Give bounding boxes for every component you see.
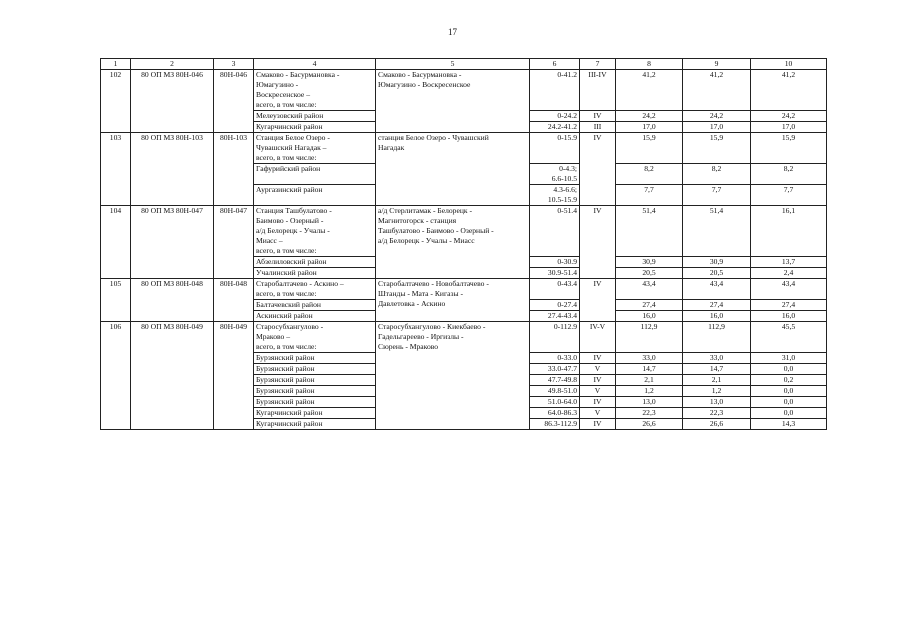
- registration-number: 80 ОП МЗ 80Н-049: [131, 322, 214, 430]
- table-row: [101, 322, 827, 353]
- road-route: Старосубхангулово - Киекбаево - Гадельгареево - Иргизлы - Сюрень - Мраково: [376, 322, 530, 430]
- column-header-1: 1: [101, 59, 131, 70]
- length-total: 27,4: [616, 300, 683, 311]
- length-column-9: 13,0: [683, 397, 751, 408]
- district-name: Аскинский район: [254, 311, 376, 322]
- length-column-10: 43,4: [751, 279, 827, 300]
- length-column-10: 7,7: [751, 185, 827, 206]
- table-row: [101, 206, 827, 257]
- length-total: 41,2: [616, 70, 683, 111]
- column-header-10: 10: [751, 59, 827, 70]
- length-column-9: 33,0: [683, 353, 751, 364]
- length-column-9: 20,5: [683, 268, 751, 279]
- road-name: Старосубхангулово - Мраково – всего, в том числе:: [254, 322, 376, 353]
- km-range: 51.0-64.0: [530, 397, 580, 408]
- district-name: Бурзянский район: [254, 397, 376, 408]
- registration-number: 80 ОП МЗ 80Н-046: [131, 70, 214, 133]
- row-number: 103: [101, 133, 131, 206]
- km-range: 0-51.4: [530, 206, 580, 257]
- column-header-3: 3: [214, 59, 254, 70]
- length-total: 43,4: [616, 279, 683, 300]
- km-range: 0-27.4: [530, 300, 580, 311]
- length-column-9: 26,6: [683, 419, 751, 430]
- length-total: 13,0: [616, 397, 683, 408]
- length-column-9: 14,7: [683, 364, 751, 375]
- length-column-10: 14,3: [751, 419, 827, 430]
- district-name: Кугарчинский район: [254, 122, 376, 133]
- column-header-7: 7: [580, 59, 616, 70]
- district-name: Балтачевский район: [254, 300, 376, 311]
- road-category: IV: [580, 279, 616, 322]
- km-range: 24.2-41.2: [530, 122, 580, 133]
- district-name: Учалинский район: [254, 268, 376, 279]
- road-code: 80Н-047: [214, 206, 254, 279]
- length-column-10: 24,2: [751, 111, 827, 122]
- district-name: Мелеузовский район: [254, 111, 376, 122]
- column-header-5: 5: [376, 59, 530, 70]
- length-column-10: 16,1: [751, 206, 827, 257]
- table-row: [101, 133, 827, 164]
- length-column-10: 0,0: [751, 386, 827, 397]
- length-column-10: 0,0: [751, 397, 827, 408]
- km-range: 86.3-112.9: [530, 419, 580, 430]
- row-number: 105: [101, 279, 131, 322]
- road-route: станция Белое Озеро - Чувашский Нагадак: [376, 133, 530, 206]
- km-range: 49.8-51.0: [530, 386, 580, 397]
- length-column-9: 16,0: [683, 311, 751, 322]
- road-category: III: [580, 122, 616, 133]
- district-name: Гафурийский район: [254, 164, 376, 185]
- district-name: Кугарчинский район: [254, 419, 376, 430]
- length-column-9: 41,2: [683, 70, 751, 111]
- length-column-9: 7,7: [683, 185, 751, 206]
- road-category: IV: [580, 133, 616, 206]
- road-route: а/д Стерлитамак - Белорецк - Магнитогорск - станция Ташбулатово - Баимово - Озерный - а/д Белорецк - Учалы - Миасс: [376, 206, 530, 279]
- page-number: 17: [448, 27, 457, 37]
- road-category: IV: [580, 375, 616, 386]
- row-number: 104: [101, 206, 131, 279]
- km-range: 64.0-86.3: [530, 408, 580, 419]
- header-row: [101, 59, 827, 70]
- length-column-10: 0,0: [751, 364, 827, 375]
- road-category: IV: [580, 397, 616, 408]
- district-name: Бурзянский район: [254, 375, 376, 386]
- length-column-10: 17,0: [751, 122, 827, 133]
- table-body: [101, 70, 827, 430]
- length-column-9: 30,9: [683, 257, 751, 268]
- km-range: 0-4.3; 6.6-10.5: [530, 164, 580, 185]
- column-header-9: 9: [683, 59, 751, 70]
- length-column-10: 27,4: [751, 300, 827, 311]
- column-header-2: 2: [131, 59, 214, 70]
- road-category: V: [580, 364, 616, 375]
- road-category: V: [580, 408, 616, 419]
- road-category: IV: [580, 353, 616, 364]
- registration-number: 80 ОП МЗ 80Н-047: [131, 206, 214, 279]
- length-column-10: 0,2: [751, 375, 827, 386]
- length-column-10: 13,7: [751, 257, 827, 268]
- length-column-10: 2,4: [751, 268, 827, 279]
- length-total: 112,9: [616, 322, 683, 353]
- column-header-4: 4: [254, 59, 376, 70]
- km-range: 30.9-51.4: [530, 268, 580, 279]
- length-column-9: 1,2: [683, 386, 751, 397]
- road-category: IV-V: [580, 322, 616, 353]
- km-range: 33.0-47.7: [530, 364, 580, 375]
- length-total: 22,3: [616, 408, 683, 419]
- length-column-9: 24,2: [683, 111, 751, 122]
- length-total: 15,9: [616, 133, 683, 164]
- km-range: 0-43.4: [530, 279, 580, 300]
- road-name: Станция Белое Озеро - Чувашский Нагадак – всего, в том числе:: [254, 133, 376, 164]
- row-number: 102: [101, 70, 131, 133]
- road-code: 80Н-049: [214, 322, 254, 430]
- length-total: 16,0: [616, 311, 683, 322]
- length-total: 2,1: [616, 375, 683, 386]
- km-range: 47.7-49.8: [530, 375, 580, 386]
- length-column-9: 43,4: [683, 279, 751, 300]
- road-route: Старобалтачево - Новобалтачево - Штанды - Мата - Кигазы - Давлетовка - Аскино: [376, 279, 530, 322]
- length-total: 1,2: [616, 386, 683, 397]
- km-range: 27.4-43.4: [530, 311, 580, 322]
- column-header-8: 8: [616, 59, 683, 70]
- length-total: 24,2: [616, 111, 683, 122]
- km-range: 0-15.9: [530, 133, 580, 164]
- length-total: 51,4: [616, 206, 683, 257]
- table-row: [101, 279, 827, 300]
- km-range: 4.3-6.6; 10.5-15.9: [530, 185, 580, 206]
- district-name: Бурзянский район: [254, 353, 376, 364]
- length-column-10: 0,0: [751, 408, 827, 419]
- registration-number: 80 ОП МЗ 80Н-048: [131, 279, 214, 322]
- road-code: 80Н-046: [214, 70, 254, 133]
- district-name: Абзелиловский район: [254, 257, 376, 268]
- km-range: 0-24.2: [530, 111, 580, 122]
- length-column-10: 31,0: [751, 353, 827, 364]
- length-total: 14,7: [616, 364, 683, 375]
- length-total: 20,5: [616, 268, 683, 279]
- road-name: Смаково - Басурмановка - Юмагузино - Воскресенское – всего, в том числе:: [254, 70, 376, 111]
- length-column-9: 51,4: [683, 206, 751, 257]
- length-total: 30,9: [616, 257, 683, 268]
- length-total: 26,6: [616, 419, 683, 430]
- length-column-9: 8,2: [683, 164, 751, 185]
- length-total: 33,0: [616, 353, 683, 364]
- length-total: 17,0: [616, 122, 683, 133]
- roads-table: [100, 58, 827, 430]
- district-name: Аургазинский район: [254, 185, 376, 206]
- length-column-10: 45,5: [751, 322, 827, 353]
- column-header-6: 6: [530, 59, 580, 70]
- length-column-10: 15,9: [751, 133, 827, 164]
- km-range: 0-41.2: [530, 70, 580, 111]
- road-route: Смаково - Басурмановка - Юмагузино - Воскресенское: [376, 70, 530, 133]
- km-range: 0-33.0: [530, 353, 580, 364]
- row-number: 106: [101, 322, 131, 430]
- length-column-9: 22,3: [683, 408, 751, 419]
- length-column-10: 8,2: [751, 164, 827, 185]
- district-name: Кугарчинский район: [254, 408, 376, 419]
- length-column-10: 16,0: [751, 311, 827, 322]
- district-name: Бурзянский район: [254, 364, 376, 375]
- road-category: IV: [580, 419, 616, 430]
- length-column-9: 27,4: [683, 300, 751, 311]
- road-name: Старобалтачево - Аскино – всего, в том числе:: [254, 279, 376, 300]
- km-range: 0-30.9: [530, 257, 580, 268]
- road-name: Станция Ташбулатово - Баимово - Озерный - а/д Белорецк - Учалы - Миасс – всего, в том числе:: [254, 206, 376, 257]
- table-row: [101, 70, 827, 111]
- km-range: 0-112.9: [530, 322, 580, 353]
- road-code: 80Н-103: [214, 133, 254, 206]
- road-category: III-IV: [580, 70, 616, 111]
- road-category: IV: [580, 206, 616, 279]
- registration-number: 80 ОП МЗ 80Н-103: [131, 133, 214, 206]
- length-column-9: 17,0: [683, 122, 751, 133]
- road-category: IV: [580, 111, 616, 122]
- length-column-9: 15,9: [683, 133, 751, 164]
- road-category: V: [580, 386, 616, 397]
- length-total: 8,2: [616, 164, 683, 185]
- length-column-9: 112,9: [683, 322, 751, 353]
- road-code: 80Н-048: [214, 279, 254, 322]
- length-total: 7,7: [616, 185, 683, 206]
- district-name: Бурзянский район: [254, 386, 376, 397]
- length-column-9: 2,1: [683, 375, 751, 386]
- length-column-10: 41,2: [751, 70, 827, 111]
